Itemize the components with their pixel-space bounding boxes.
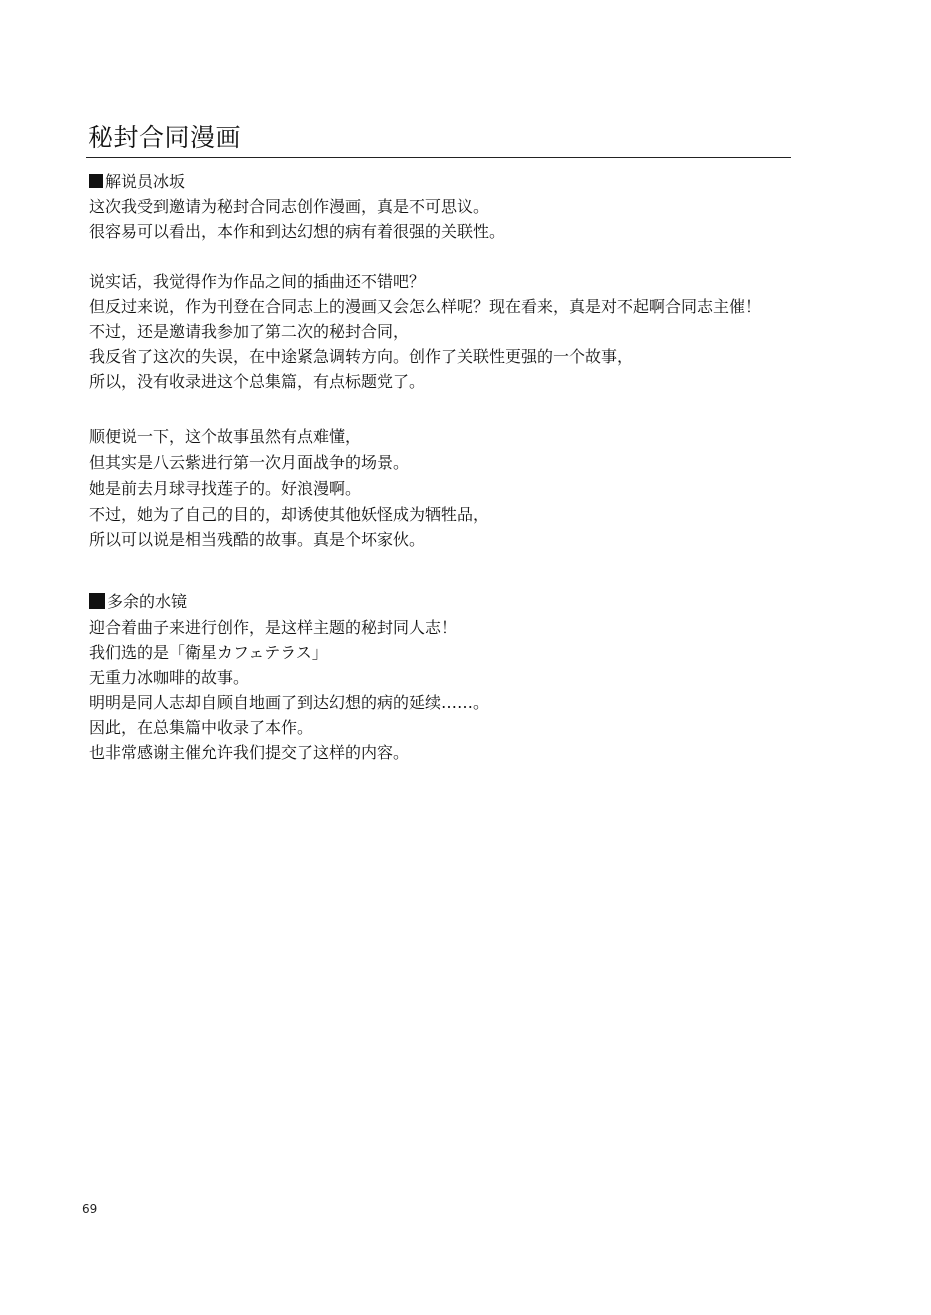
section1-line: 不过，还是邀请我参加了第二次的秘封合同， — [89, 322, 410, 341]
section1-line: 这次我受到邀请为秘封合同志创作漫画，真是不可思议。 — [89, 197, 490, 216]
section2-heading-row — [89, 591, 187, 613]
section1-line: 顺便说一下，这个故事虽然有点难懂， — [89, 427, 362, 446]
title-underline — [86, 157, 791, 158]
section1-line: 不过，她为了自己的目的，却诱使其他妖怪成为牺牲品， — [89, 505, 490, 524]
section2-line: 也非常感谢主催允许我们提交了这样的内容。 — [89, 743, 410, 762]
section2-line: 明明是同人志却自顾自地画了到达幻想的病的延续……。 — [89, 693, 490, 712]
section1-line: 她是前去月球寻找莲子的。好浪漫啊。 — [89, 479, 362, 498]
section2-line: 无重力冰咖啡的故事。 — [89, 668, 250, 687]
section1-line: 但其实是八云紫进行第一次月面战争的场景。 — [89, 453, 410, 472]
page-number: 69 — [82, 1202, 98, 1216]
section1-line: 说实话，我觉得作为作品之间的插曲还不错吧？ — [89, 272, 426, 291]
section2-line: 迎合着曲子来进行创作，是这样主题的秘封同人志！ — [89, 618, 458, 637]
section2-line: 我们选的是「衛星カフェテラス」 — [89, 643, 328, 662]
section2-line: 因此，在总集篇中收录了本作。 — [89, 718, 314, 737]
section1-line: 所以可以说是相当残酷的故事。真是个坏家伙。 — [89, 530, 426, 549]
section2-heading: 多余的水镜 — [107, 592, 188, 611]
section1-heading-row — [89, 171, 185, 193]
section1-line: 所以，没有收录进这个总集篇，有点标题党了。 — [89, 372, 426, 391]
section1-line: 很容易可以看出，本作和到达幻想的病有着很强的关联性。 — [89, 222, 506, 241]
section1-line: 但反过来说，作为刊登在合同志上的漫画又会怎么样呢？现在看来，真是对不起啊合同志主催！ — [89, 297, 762, 316]
section1-heading: 解说员冰坂 — [105, 172, 186, 191]
black-square-icon — [89, 174, 103, 188]
black-square-icon — [89, 593, 105, 609]
section1-line: 我反省了这次的失误，在中途紧急调转方向。创作了关联性更强的一个故事， — [89, 347, 634, 366]
page-title: 秘封合同漫画 — [88, 123, 242, 152]
